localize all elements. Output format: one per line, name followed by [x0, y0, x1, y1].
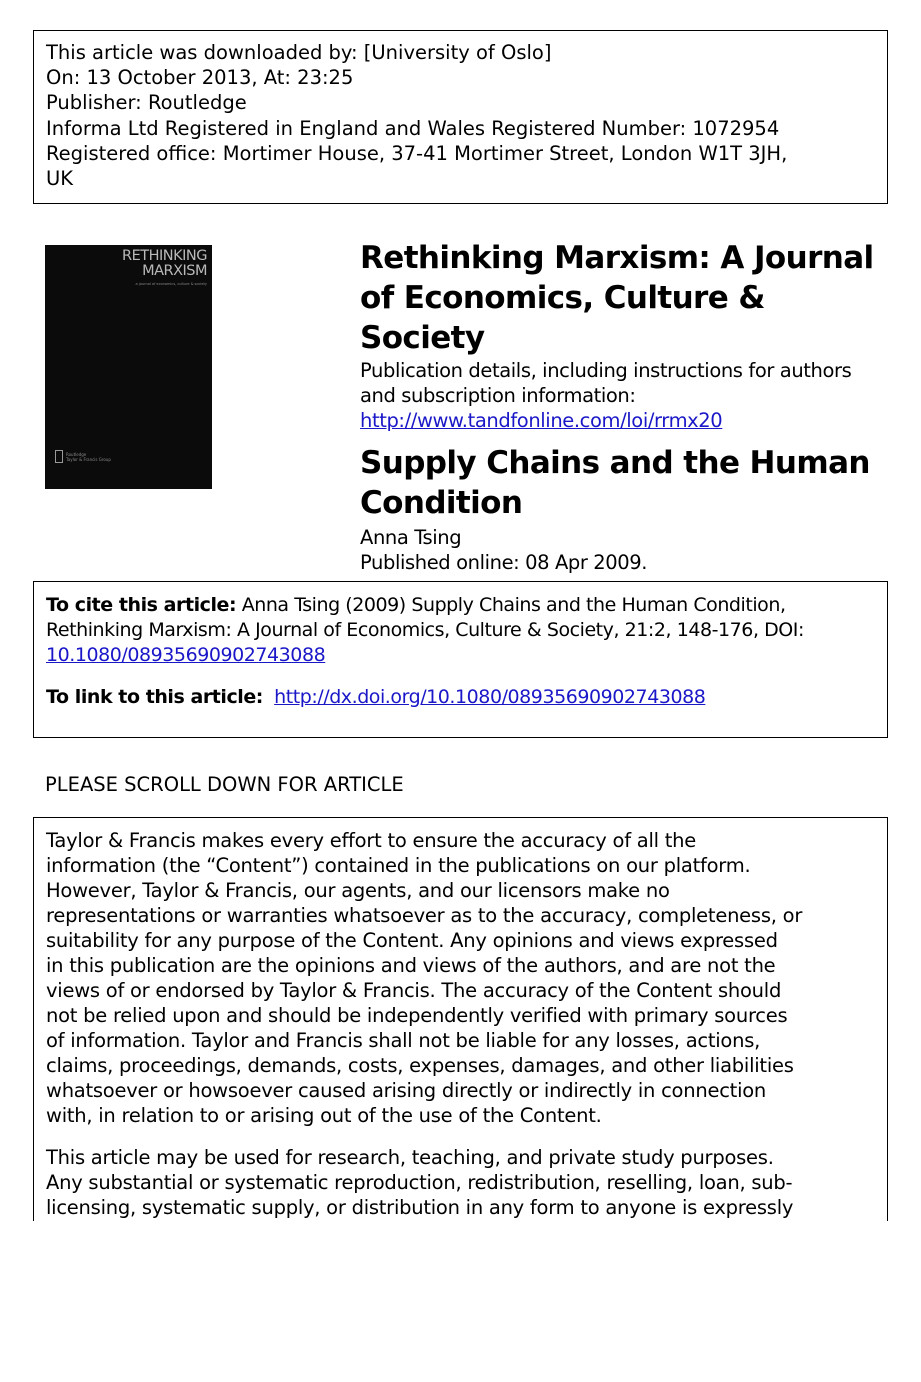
download-line-country: UK: [46, 167, 74, 191]
cover-publisher: [66, 452, 111, 462]
cite-text-line2: Rethinking Marxism: A Journal of Economics, Culture & Society, 21:2, 148-176, DOI:: [46, 619, 804, 641]
disclaimer-p1-line: claims, proceedings, demands, costs, expenses, damages, and other liabilities: [46, 1054, 794, 1077]
disclaimer-p2-line: licensing, systematic supply, or distribution in any form to anyone is expressly: [46, 1196, 794, 1219]
disclaimer-p1-line: views of or endorsed by Taylor & Francis. The accuracy of the Content should: [46, 979, 782, 1002]
cover-subtitle: a journal of economics, culture & society: [135, 282, 207, 286]
doi-link[interactable]: 10.1080/08935690902743088: [46, 644, 326, 666]
publication-details-line2: and subscription information:: [360, 384, 636, 407]
disclaimer-p1-line: not be relied upon and should be independently verified with primary sources: [46, 1004, 788, 1027]
download-line-date: On: 13 October 2013, At: 23:25: [46, 66, 354, 90]
cite-text: [46, 593, 887, 668]
journal-title: [360, 238, 880, 358]
disclaimer-p1-line: However, Taylor & Francis, our agents, and our licensors make no: [46, 879, 670, 902]
cover-title-line2: MARXISM: [142, 263, 207, 279]
disclaimer-p1-line: of information. Taylor and Francis shall not be liable for any losses, actions,: [46, 1029, 761, 1052]
disclaimer-p2-line: This article may be used for research, teaching, and private study purposes.: [46, 1146, 774, 1169]
cover-publisher-sub: Taylor & Francis Group: [66, 457, 111, 462]
journal-url-link[interactable]: http://www.tandfonline.com/loi/rrmx20: [360, 409, 723, 432]
download-line-downloaded-by: This article was downloaded by: [University of Oslo]: [46, 41, 552, 64]
cover-publisher-name: Routledge: [66, 452, 87, 457]
disclaimer-p1-line: with, in relation to or arising out of the use of the Content.: [46, 1104, 602, 1127]
journal-info: [360, 238, 880, 575]
citation-box: [33, 581, 888, 738]
disclaimer-p1-line: information (the “Content”) contained in the publications on our platform.: [46, 854, 751, 877]
cover-title: [122, 249, 207, 279]
article-published-date: Published online: 08 Apr 2009.: [360, 551, 648, 574]
article-title-line2: Condition: [360, 485, 523, 521]
article-meta: [360, 525, 880, 575]
journal-title-line2: of Economics, Culture & Society: [360, 280, 765, 356]
disclaimer-p1-line: whatsoever or howsoever caused arising directly or indirectly in connection: [46, 1079, 767, 1102]
cover-title-line1: RETHINKING: [122, 248, 207, 264]
disclaimer-p1-line: in this publication are the opinions and views of the authors, and are not the: [46, 954, 776, 977]
scroll-down-note: PLEASE SCROLL DOWN FOR ARTICLE: [45, 773, 404, 796]
cite-label: To cite this article:: [46, 594, 237, 616]
publication-details-line1: Publication details, including instructions for authors: [360, 359, 852, 382]
link-row: [46, 685, 887, 710]
article-author: Anna Tsing: [360, 526, 462, 549]
download-line-office: Registered office: Mortimer House, 37-41 Mortimer Street, London W1T 3JH,: [46, 141, 788, 165]
journal-title-line1: Rethinking Marxism: A Journal: [360, 240, 874, 276]
disclaimer-p1-line: suitability for any purpose of the Content. Any opinions and views expressed: [46, 929, 778, 952]
disclaimer-paragraph-1: [46, 828, 881, 1128]
article-title-line1: Supply Chains and the Human: [360, 445, 870, 481]
disclaimer-p2-line: Any substantial or systematic reproduction, redistribution, reselling, loan, sub-: [46, 1171, 793, 1194]
download-line-registered: Informa Ltd Registered in England and Wales Registered Number: 1072954: [46, 116, 780, 140]
download-notice-box: [33, 30, 888, 204]
article-title: [360, 443, 880, 523]
disclaimer-p1-line: representations or warranties whatsoever as to the accuracy, completeness, or: [46, 904, 803, 927]
cite-text-line1: Anna Tsing (2009) Supply Chains and the Human Condition,: [236, 594, 786, 616]
routledge-logo-icon: [55, 450, 63, 463]
disclaimer-box: [33, 817, 888, 1221]
disclaimer-p1-line: Taylor & Francis makes every effort to ensure the accuracy of all the: [46, 829, 697, 852]
publication-details: [360, 358, 880, 433]
journal-cover-image: [45, 245, 212, 489]
disclaimer-paragraph-2: [46, 1145, 881, 1220]
link-label: To link to this article:: [46, 686, 263, 708]
download-line-publisher: Publisher: Routledge: [46, 91, 247, 115]
article-doi-url-link[interactable]: http://dx.doi.org/10.1080/08935690902743088: [274, 686, 706, 708]
